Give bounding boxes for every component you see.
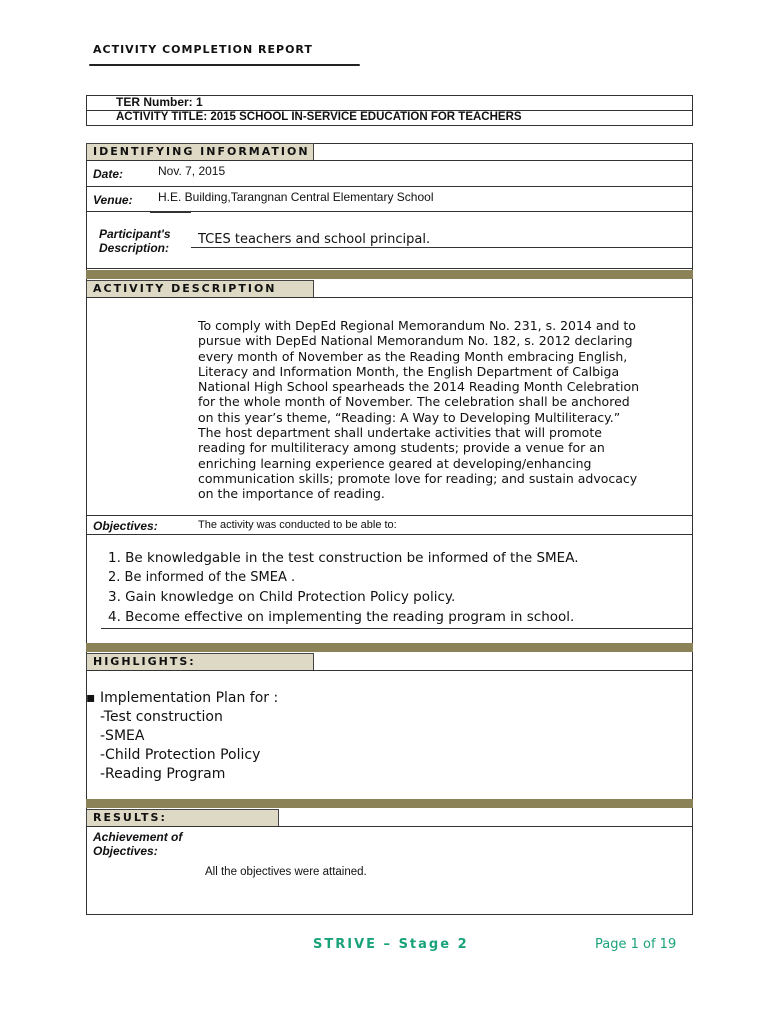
form-bottom-border	[86, 914, 693, 915]
description-line: Literacy and Information Month, the English Department of Calbiga	[198, 363, 620, 379]
participant-label	[99, 227, 171, 255]
row-divider	[86, 826, 693, 827]
objectives-underline	[101, 628, 693, 629]
row-divider	[86, 186, 693, 187]
activity-title-row	[116, 111, 522, 123]
section-separator-bar	[86, 643, 693, 652]
objective-item-3: 3. Gain knowledge on Child Protection Policy policy.	[108, 589, 456, 605]
row-divider	[86, 670, 693, 671]
description-line: The host department shall undertake activities that will promote	[198, 425, 602, 441]
objective-item-2: 2. Be informed of the SMEA .	[108, 570, 296, 585]
bullet-icon: ▪	[86, 690, 96, 706]
identifying-info-heading: IDENTIFYING INFORMATION	[86, 143, 314, 161]
highlight-item: -Reading Program	[100, 766, 226, 782]
achievement-label	[93, 830, 182, 858]
highlights-lead	[86, 689, 278, 708]
report-title: ACTIVITY COMPLETION REPORT	[93, 43, 313, 56]
row-divider	[86, 534, 693, 535]
section-separator-bar	[86, 799, 693, 808]
objective-item-1: 1. Be knowledgable in the test construction be informed of the SMEA.	[108, 550, 579, 566]
description-line: pursue with DepEd National Memorandum No. 182, s. 2012 declaring	[198, 333, 633, 349]
highlights-list	[100, 708, 260, 784]
row-divider	[86, 160, 693, 161]
row-divider	[86, 268, 693, 269]
venue-label: Venue:	[93, 193, 133, 207]
description-line: National High School spearheads the 2014 Reading Month Celebration	[198, 379, 640, 395]
activity-title-label: ACTIVITY TITLE:	[116, 111, 208, 123]
description-line: on the importance of reading.	[198, 486, 385, 502]
row-divider	[86, 515, 693, 516]
highlight-item: -Child Protection Policy	[100, 747, 261, 763]
venue-underline	[150, 212, 191, 213]
participant-underline	[191, 247, 693, 248]
achievement-value: All the objectives were attained.	[205, 866, 367, 878]
ter-number-label: TER Number:	[116, 95, 193, 109]
footer-page-number: Page 1 of 19	[595, 937, 677, 952]
title-underline	[89, 64, 360, 66]
participant-value: TCES teachers and school principal.	[198, 232, 431, 247]
participant-label-line-1: Participant's	[99, 227, 171, 241]
objective-item-4: 4. Become effective on implementing the reading program in school.	[108, 609, 575, 625]
venue-value: H.E. Building,Tarangnan Central Elementary School	[158, 190, 434, 204]
row-divider	[86, 297, 693, 298]
ter-number-row	[116, 95, 203, 109]
achievement-label-line-2: Objectives:	[93, 844, 158, 858]
description-line: communication skills; promote love for reading; and sustain advocacy	[198, 470, 638, 486]
description-line: enriching learning experience geared at developing/enhancing	[198, 455, 592, 471]
results-heading: RESULTS:	[86, 809, 279, 827]
date-label: Date:	[93, 167, 124, 181]
participant-label-line-2: Description:	[99, 241, 170, 255]
description-line: To comply with DepEd Regional Memorandum No. 231, s. 2014 and to	[198, 318, 636, 333]
footer-strive: STRIVE – Stage 2	[313, 937, 469, 952]
highlights-lead-text: Implementation Plan for :	[99, 690, 279, 706]
objectives-intro: The activity was conducted to be able to:	[198, 519, 397, 531]
activity-description-heading: ACTIVITY DESCRIPTION	[86, 280, 314, 298]
date-value: Nov. 7, 2015	[158, 164, 226, 178]
ter-number-value: 1	[196, 95, 203, 109]
description-line: reading for multiliteracy among students; provide a venue for an	[198, 440, 605, 456]
activity-title-value: 2015 SCHOOL IN-SERVICE EDUCATION FOR TEACHERS	[210, 111, 522, 123]
description-line: every month of November as the Reading Month embracing English,	[198, 348, 628, 364]
activity-description-text	[198, 318, 639, 502]
description-line: for the whole month of November. The celebration shall be anchored	[198, 394, 630, 410]
achievement-label-line-1: Achievement of	[93, 830, 183, 844]
highlight-item: -Test construction	[100, 709, 223, 725]
description-line: on this year’s theme, “Reading: A Way to Developing Multiliteracy.”	[198, 409, 621, 425]
highlight-item: -SMEA	[100, 728, 145, 744]
highlights-heading: HIGHLIGHTS:	[86, 653, 314, 671]
objectives-label: Objectives:	[93, 519, 158, 533]
section-separator-bar	[86, 270, 693, 279]
